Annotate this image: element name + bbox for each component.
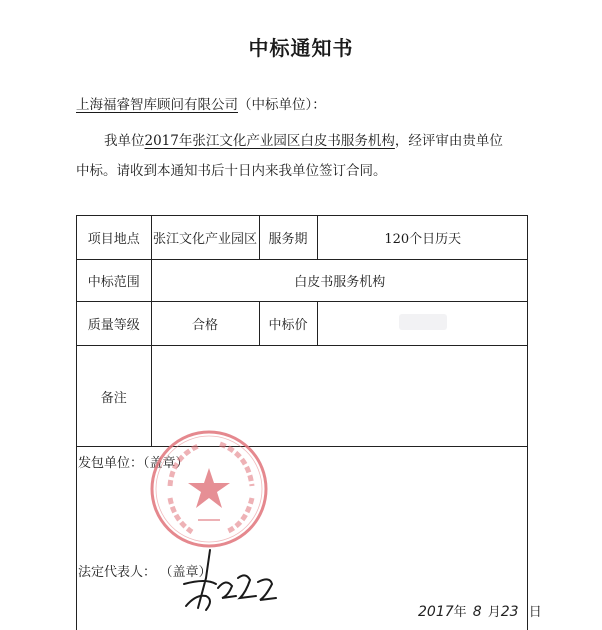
body-project: 2017年张江文化产业园区白皮书服务机构 <box>144 133 395 149</box>
redacted-price <box>399 314 447 330</box>
notice-body <box>76 126 546 186</box>
table-row <box>77 260 528 302</box>
addressee-suffix: （中标单位）： <box>238 97 326 113</box>
date-year: 2017 <box>418 604 454 620</box>
cell-label-scope: 中标范围 <box>77 260 151 302</box>
date-month-unit: 月 <box>487 605 501 620</box>
cell-label-price: 中标价 <box>259 302 317 346</box>
body-suffix: ，经评审由贵单位 <box>394 133 503 149</box>
representative-seal-note: （盖章） <box>166 565 212 580</box>
issuer-seal-note: （盖章） <box>143 456 189 471</box>
table-row <box>77 302 528 346</box>
addressee-company: 上海福睿智库顾问有限公司 <box>76 97 238 113</box>
cell-value-scope: 白皮书服务机构 <box>151 260 528 302</box>
body-line-1 <box>76 126 546 156</box>
cell-label-location: 项目地点 <box>77 216 151 260</box>
cell-value-price <box>317 302 528 346</box>
award-table <box>77 216 528 447</box>
issue-date <box>418 601 542 620</box>
cell-value-quality: 合格 <box>151 302 259 346</box>
table-row <box>77 346 528 447</box>
cell-value-service-period: 120个日历天 <box>317 216 528 260</box>
representative-label: 法定代表人： <box>78 565 157 580</box>
issuer-label: 发包单位： <box>78 456 144 471</box>
table-row <box>77 216 528 260</box>
handwritten-signature <box>176 548 286 618</box>
cell-label-service-period: 服务期 <box>259 216 317 260</box>
date-day-unit: 日 <box>528 605 542 620</box>
date-day: 23 <box>500 604 519 620</box>
date-year-unit: 年 <box>453 605 467 620</box>
cell-label-remarks: 备注 <box>77 346 151 447</box>
document-title: 中标通知书 <box>248 36 354 60</box>
body-line-2: 中标。请收到本通知书后十日内来我单位签订合同。 <box>76 163 387 179</box>
cell-value-location: 张江文化产业园区 <box>151 216 259 260</box>
official-seal-stamp <box>148 428 270 550</box>
date-month: 8 <box>472 604 482 620</box>
addressee-line <box>76 93 326 113</box>
body-prefix: 我单位 <box>104 133 145 149</box>
cell-label-quality: 质量等级 <box>77 302 151 346</box>
